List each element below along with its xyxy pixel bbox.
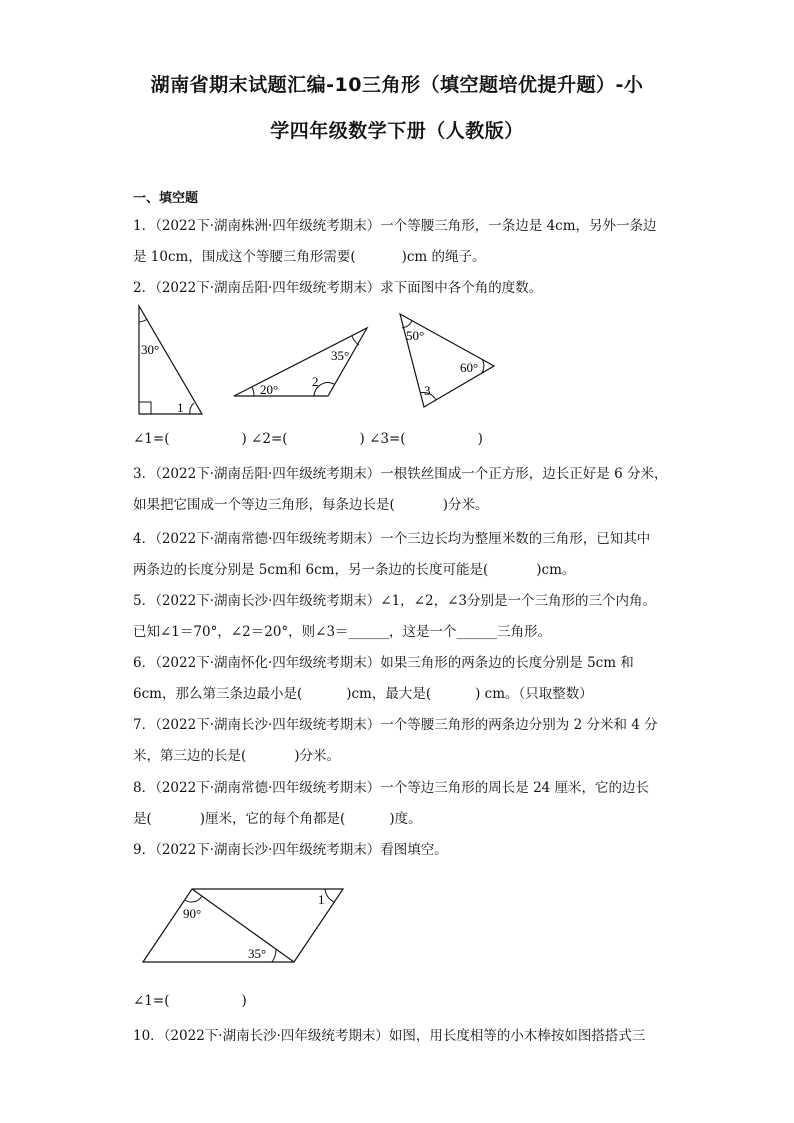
q9-parallelogram-figure	[135, 880, 355, 970]
t3-top-angle: 50°	[406, 328, 425, 343]
q9-angle-90: 90°	[183, 906, 202, 921]
q9-angle-35: 35°	[248, 946, 267, 961]
triangle-2	[234, 328, 367, 397]
q8-line2	[133, 807, 422, 827]
q2-ans2: ) ∠2=(	[241, 431, 288, 447]
q5-line2: 已知∠1＝70°，∠2＝20°，则∠3＝______，这是一个______三角形。	[133, 624, 552, 640]
section-heading: 一、填空题	[133, 191, 199, 206]
q4-text-c: )cm。	[536, 562, 576, 578]
q3-text-c: )分米。	[442, 497, 489, 513]
q9-angle-1: 1	[318, 892, 325, 907]
q3-line1: 3．（2022下·湖南岳阳·四年级统考期末）一根铁丝围成一个正方形，边长正好是 6 分米，	[133, 466, 668, 482]
q2-ans1: ∠1=(	[133, 431, 170, 447]
t3-right-angle: 60°	[460, 360, 479, 375]
q9-answer	[133, 993, 247, 1009]
q7-text-c: )分米。	[294, 748, 341, 764]
q9-ans-end: )	[241, 993, 247, 1009]
q7-line1: 7．（2022下·湖南长沙·四年级统考期末）一个等腰三角形的两条边分别为 2 分米和 4 分	[133, 717, 658, 733]
q9-line1: 9．（2022下·湖南长沙·四年级统考期末）看图填空。	[133, 842, 448, 858]
t2-mid-angle: 2	[312, 374, 319, 389]
q2-answers	[133, 431, 483, 447]
q2-ans-end: )	[477, 431, 483, 447]
q9-ans: ∠1=(	[133, 993, 170, 1009]
document-title-line1: 湖南省期末试题汇编-10三角形（填空题培优提升题）-小	[150, 74, 644, 96]
q4-line2	[133, 558, 575, 578]
q2-triangles-figure	[130, 300, 510, 420]
q5-line1: 5．（2022下·湖南长沙·四年级统考期末）∠1，∠2，∠3分别是一个三角形的三个内角。	[133, 593, 656, 609]
q2-line1: 2．（2022下·湖南岳阳·四年级统考期末）求下面图中各个角的度数。	[133, 280, 543, 296]
q3-text-b: 如果把它围成一个等边三角形，每条边长是(	[133, 497, 395, 513]
q1-line2	[133, 245, 486, 265]
q1-text-c: )cm 的绳子。	[401, 249, 486, 265]
q4-line1: 4．（2022下·湖南常德·四年级统考期末）一个三边长均为整厘米数的三角形，已知其中	[133, 531, 651, 547]
q8-text-c: )厘米，它的每个角都是(	[199, 811, 346, 827]
document-title-line2: 学四年级数学下册（人教版）	[270, 120, 524, 142]
q7-line2	[133, 744, 340, 764]
q6-text-d: ) cm。（只取整数）	[475, 686, 593, 702]
q3-line2	[133, 493, 489, 513]
q7-text-b: 米，第三边的长是(	[133, 748, 247, 764]
q6-line2	[133, 682, 593, 702]
t1-bottom-angle: 1	[177, 400, 184, 415]
q1-text-b: 是 10cm，围成这个等腰三角形需要(	[133, 249, 356, 265]
t2-left-angle: 20°	[260, 382, 279, 397]
t1-top-angle: 30°	[141, 342, 160, 357]
t3-bottom-angle: 3	[424, 383, 431, 398]
q6-text-b: 6cm，那么第三条边最小是(	[133, 686, 303, 702]
q1-line1: 1．（2022下·湖南株洲·四年级统考期末）一个等腰三角形，一条边是 4cm，另外一条边	[133, 218, 657, 234]
triangle-3	[400, 314, 494, 407]
t2-right-angle: 35°	[331, 348, 350, 363]
q4-text-b: 两条边的长度分别是 5cm和 6cm，另一条边的长度可能是(	[133, 562, 489, 578]
triangle-1	[139, 306, 202, 415]
q8-text-b: 是(	[133, 811, 152, 827]
q6-line1: 6．（2022下·湖南怀化·四年级统考期末）如果三角形的两条边的长度分别是 5cm 和	[133, 655, 634, 671]
q6-text-c: )cm，最大是(	[346, 686, 432, 702]
q8-text-d: )度。	[389, 811, 422, 827]
q10-line1: 10．（2022下·湖南长沙·四年级统考期末）如图，用长度相等的小木棒按如图搭搭式三	[133, 1028, 646, 1044]
q2-ans3: ) ∠3=(	[359, 431, 406, 447]
q8-line1: 8．（2022下·湖南常德·四年级统考期末）一个等边三角形的周长是 24 厘米，它的边长	[133, 780, 650, 796]
